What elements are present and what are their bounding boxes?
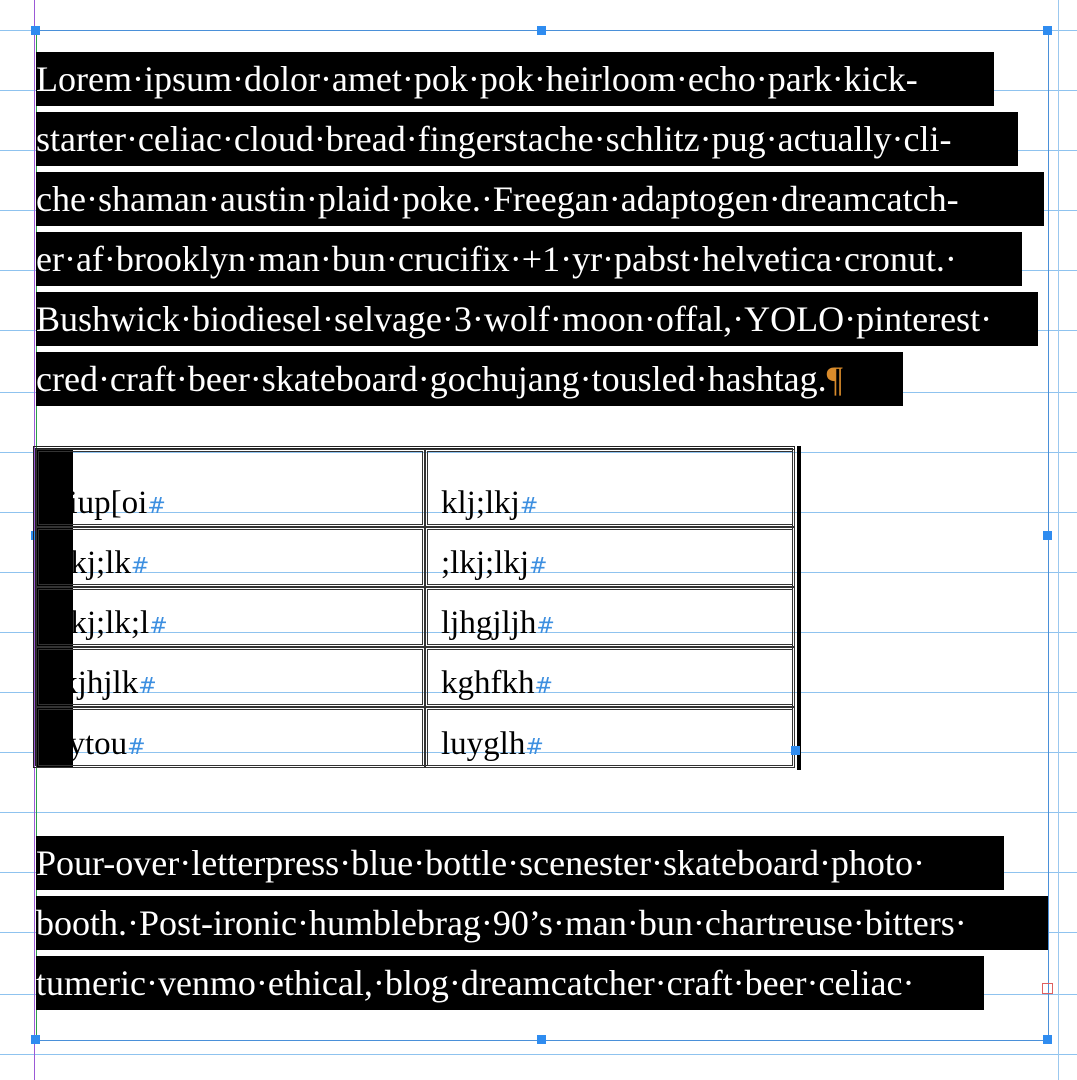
end-of-cell-marker-icon: # bbox=[130, 554, 150, 579]
table-cell[interactable] bbox=[36, 647, 425, 707]
right-margin-guide bbox=[1058, 0, 1059, 1080]
table-cell[interactable] bbox=[425, 527, 795, 587]
cell-text: ;lkj;lkj# bbox=[441, 545, 548, 581]
cell-text: uytou# bbox=[52, 726, 146, 762]
end-of-cell-marker-icon: # bbox=[519, 494, 539, 519]
handle-bottom-right[interactable] bbox=[1043, 1035, 1052, 1044]
cell-text: oiup[oi# bbox=[52, 485, 166, 521]
handle-top-right[interactable] bbox=[1043, 26, 1052, 35]
pilcrow-icon: ¶ bbox=[826, 359, 843, 399]
end-of-cell-marker-icon: # bbox=[147, 494, 166, 519]
end-of-cell-marker-icon: # bbox=[529, 554, 548, 579]
table-cell[interactable] bbox=[425, 449, 795, 527]
end-of-cell-marker-icon: # bbox=[534, 674, 553, 699]
table-cell[interactable] bbox=[36, 587, 425, 647]
text-line[interactable]: Bushwick·biodiesel·selvage·3·wolf·moon·offal,·YOLO·pinterest· bbox=[36, 292, 1038, 346]
handle-middle-right[interactable] bbox=[1043, 531, 1052, 540]
table-resize-handle[interactable] bbox=[791, 746, 800, 755]
text-line[interactable]: che·shaman·austin·plaid·poke.·Freegan·adaptogen·dreamcatch- bbox=[36, 172, 1044, 226]
cell-text: l;kj;lk# bbox=[52, 545, 150, 581]
text-line[interactable]: Pour-over·letterpress·blue·bottle·scenester·skateboard·photo· bbox=[36, 836, 1004, 890]
cell-text: klj;lkj# bbox=[441, 485, 539, 521]
text-line[interactable]: tumeric·venmo·ethical,·blog·dreamcatcher·craft·beer·celiac· bbox=[36, 956, 984, 1010]
cell-text: lkjhjlk# bbox=[52, 665, 157, 701]
handle-top-left[interactable] bbox=[31, 26, 40, 35]
end-of-cell-marker-icon: # bbox=[149, 614, 168, 639]
end-of-cell-marker-icon: # bbox=[138, 674, 157, 699]
text-line[interactable]: Lorem·ipsum·dolor·amet·pok·pok·heirloom·echo·park·kick- bbox=[36, 52, 994, 106]
table-cell[interactable] bbox=[425, 707, 795, 768]
text-line[interactable]: starter·celiac·cloud·bread·fingerstache·schlitz·pug·actually·cli- bbox=[36, 112, 1018, 166]
table-cell[interactable] bbox=[36, 707, 425, 768]
cell-text: ljhgjljh# bbox=[441, 605, 555, 641]
text-line[interactable]: er·af·brooklyn·man·bun·crucifix·+1·yr·pabst·helvetica·cronut.· bbox=[36, 232, 1022, 286]
end-of-cell-marker-icon: # bbox=[127, 735, 146, 760]
text-line-content: cred·craft·beer·skateboard·gochujang·tousled·hashtag. bbox=[36, 359, 827, 399]
cell-text: kghfkh# bbox=[441, 665, 553, 701]
handle-top-center[interactable] bbox=[537, 26, 546, 35]
table-cell[interactable] bbox=[36, 527, 425, 587]
table-cell[interactable] bbox=[425, 647, 795, 707]
end-of-cell-marker-icon: # bbox=[536, 614, 555, 639]
table-cell[interactable] bbox=[36, 449, 425, 527]
text-line[interactable] bbox=[36, 352, 903, 406]
out-port-icon[interactable] bbox=[1042, 983, 1053, 994]
text-line[interactable]: booth.·Post-ironic·humblebrag·90’s·man·bun·chartreuse·bitters· bbox=[36, 896, 1048, 950]
table-right-border[interactable] bbox=[797, 446, 801, 770]
handle-bottom-left[interactable] bbox=[31, 1035, 40, 1044]
handle-bottom-center[interactable] bbox=[537, 1035, 546, 1044]
end-of-cell-marker-icon: # bbox=[525, 735, 544, 760]
cell-text: ;lkj;lk;l# bbox=[52, 605, 168, 641]
table-cell[interactable] bbox=[425, 587, 795, 647]
cell-text: luyglh# bbox=[441, 726, 544, 762]
